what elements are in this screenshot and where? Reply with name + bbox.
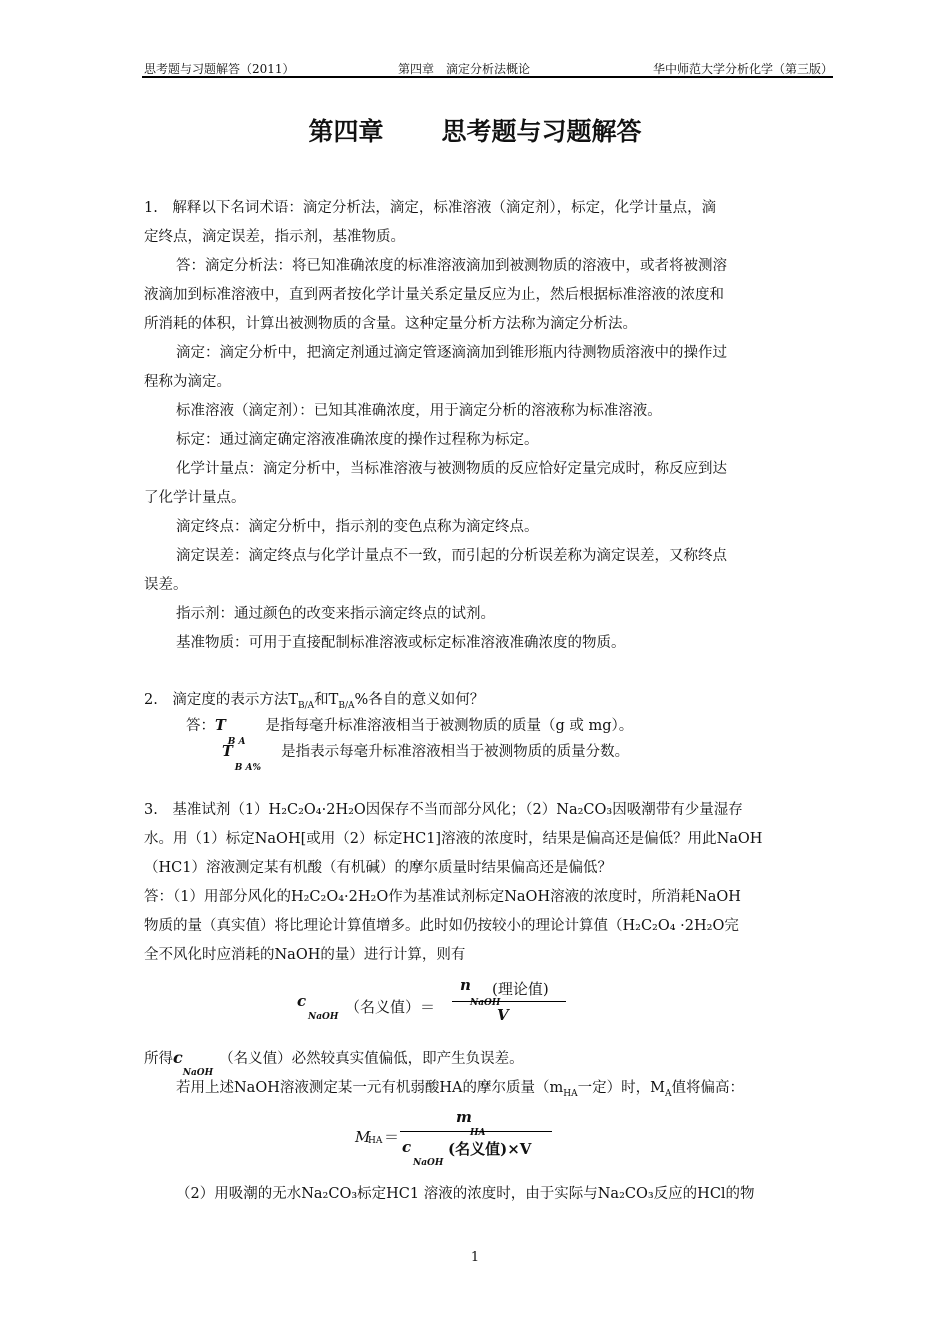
q3-line-1: 3. 基准试剂（1）H₂C₂O₄·2H₂O因保存不当而部分风化；（2）Na₂CO₃因吸潮带有少量湿存	[144, 802, 743, 818]
a3-line-5: 若用上述NaOH溶液测定某一元有机弱酸HA的摩尔质量（$m_{HA}$一定）时，$M_A$值将偏高：	[176, 1080, 744, 1099]
a1-line-9: 了化学计量点。	[144, 490, 246, 506]
header-left: 思考题与习题解答（2011）	[144, 62, 295, 76]
header-right: 华中师范大学分析化学（第三版）	[652, 62, 833, 76]
a1-line-3: 所消耗的体积，计算出被测物质的含量。这种定量分析方法称为滴定分析法。	[144, 316, 637, 332]
title-chapter: 第四章	[308, 117, 384, 146]
a1-line-12: 误差。	[144, 577, 188, 593]
q1-line-a: 1. 解释以下名词术语：滴定分析法，滴定，标准溶液（滴定剂），标定，化学计量点，滴	[144, 200, 717, 216]
title-text: 思考题与习题解答	[441, 117, 642, 146]
a1-line-4: 滴定：滴定分析中，把滴定剂通过滴定管逐滴滴加到锥形瓶内待测物质溶液中的操作过	[176, 345, 727, 361]
fraction-bar	[452, 1001, 566, 1002]
q3-line-2: 水。用（1）标定NaOH[或用（2）标定HC1]溶液的浓度时，结果是偏高还是偏低？用此NaOH	[144, 831, 763, 847]
a3-line-1: 答：（1）用部分风化的H₂C₂O₄·2H₂O作为基准试剂标定NaOH溶液的浓度时，所消耗NaOH	[144, 889, 741, 905]
a1-line-6: 标准溶液（滴定剂）：已知其准确浓度，用于滴定分析的溶液称为标准溶液。	[176, 403, 662, 419]
q3-line-3: （HC1）溶液测定某有机酸（有机碱）的摩尔质量时结果偏高还是偏低？	[144, 860, 612, 876]
a3-line-3: 全不风化时应消耗的NaOH的量）进行计算，则有	[144, 947, 466, 963]
a3-line-6: （2）用吸潮的无水Na₂CO₃标定HC1 溶液的浓度时，由于实际与Na₂CO₃反应的HCl的物	[176, 1186, 755, 1202]
a1-line-11: 滴定误差：滴定终点与化学计量点不一致，而引起的分析误差称为滴定误差，又称终点	[176, 548, 727, 564]
q1-line-b: 定终点，滴定误差，指示剂，基准物质。	[144, 229, 405, 245]
a1-line-13: 指示剂：通过颜色的改变来指示滴定终点的试剂。	[176, 606, 495, 622]
a1-line-8: 化学计量点：滴定分析中，当标准溶液与被测物质的反应恰好定量完成时，称反应到达	[176, 461, 727, 477]
a1-line-10: 滴定终点：滴定分析中，指示剂的变色点称为滴定终点。	[176, 519, 539, 535]
header-center: 第四章 滴定分析法概论	[398, 62, 531, 76]
a1-line-2: 液滴加到标准溶液中，直到两者按化学计量关系定量反应为止，然后根据标准溶液的浓度和	[144, 287, 724, 303]
a1-line-5: 程称为滴定。	[144, 374, 231, 390]
a1-line-1: 答：滴定分析法：将已知准确浓度的标准溶液滴加到被测物质的溶液中，或者将被测溶	[176, 258, 727, 274]
a3-line-4: 所得$c_{NaOH}$（名义值）必然较真实值偏低，即产生负误差。	[144, 1048, 524, 1078]
q2-line: 2. 滴定度的表示方法$T_{B/A}$和$T_{B/A}\%$各自的意义如何？	[144, 692, 485, 711]
fraction-bar	[400, 1131, 552, 1132]
a2-line-2: $T_{B A\%}$是指表示每毫升标准溶液相当于被测物质的质量分数。	[222, 743, 630, 773]
header-rule	[142, 76, 833, 78]
a1-line-14: 基准物质：可用于直接配制标准溶液或标定标准溶液准确浓度的物质。	[176, 635, 626, 651]
page-number: 1	[470, 1250, 480, 1265]
page-title	[0, 112, 950, 148]
a3-line-2: 物质的量（真实值）将比理论计算值增多。此时如仍按较小的理论计算值（H₂C₂O₄ ·2H₂O完	[144, 918, 739, 934]
a1-line-7: 标定：通过滴定确定溶液准确浓度的操作过程称为标定。	[176, 432, 539, 448]
a2-line-1: 答：$T_{B A}$是指每毫升标准溶液相当于被测物质的质量（g 或 mg）。	[186, 717, 634, 747]
